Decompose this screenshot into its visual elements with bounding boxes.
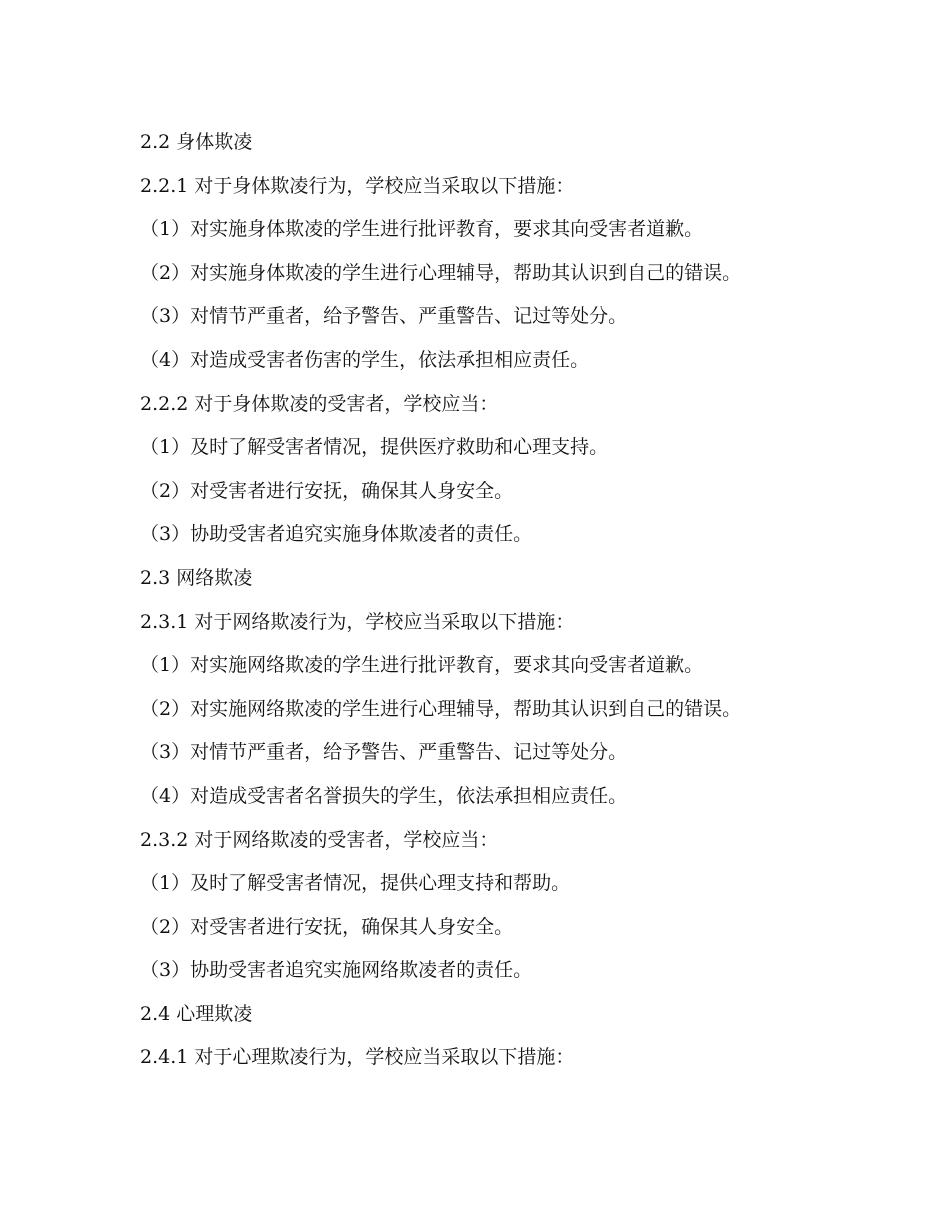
list-item: （3）协助受害者追究实施身体欺凌者的责任。 xyxy=(140,523,533,546)
subsection-heading-2-2-1: 2.2.1 对于身体欺凌行为，学校应当采取以下措施： xyxy=(140,174,575,197)
subsection-heading-2-4-1: 2.4.1 对于心理欺凌行为，学校应当采取以下措施： xyxy=(140,1046,575,1069)
section-heading-2-2: 2.2 身体欺凌 xyxy=(140,131,253,153)
list-item: （3）对情节严重者，给予警告、严重警告、记过等处分。 xyxy=(140,741,628,764)
subsection-heading-2-2-2: 2.2.2 对于身体欺凌的受害者，学校应当： xyxy=(140,392,499,415)
section-heading-2-3: 2.3 网络欺凌 xyxy=(140,566,253,589)
list-item: （2）对实施身体欺凌的学生进行心理辅导，帮助其认识到自己的错误。 xyxy=(140,261,742,284)
document-body xyxy=(140,131,800,1090)
list-item: （3）协助受害者追究实施网络欺凌者的责任。 xyxy=(140,959,533,982)
subsection-heading-2-3-2: 2.3.2 对于网络欺凌的受害者，学校应当： xyxy=(140,828,499,851)
section-heading-2-4: 2.4 心理欺凌 xyxy=(140,1002,253,1025)
list-item: （1）对实施身体欺凌的学生进行批评教育，要求其向受害者道歉。 xyxy=(140,218,704,241)
subsection-heading-2-3-1: 2.3.1 对于网络欺凌行为，学校应当采取以下措施： xyxy=(140,610,575,633)
list-item: （2）对实施网络欺凌的学生进行心理辅导，帮助其认识到自己的错误。 xyxy=(140,697,742,720)
list-item: （2）对受害者进行安抚，确保其人身安全。 xyxy=(140,915,514,938)
list-item: （1）及时了解受害者情况，提供医疗救助和心理支持。 xyxy=(140,436,609,459)
list-item: （2）对受害者进行安抚，确保其人身安全。 xyxy=(140,479,514,502)
list-item: （1）及时了解受害者情况，提供心理支持和帮助。 xyxy=(140,872,571,895)
list-item: （4）对造成受害者名誉损失的学生，依法承担相应责任。 xyxy=(140,784,628,807)
list-item: （4）对造成受害者伤害的学生，依法承担相应责任。 xyxy=(140,348,590,371)
list-item: （3）对情节严重者，给予警告、严重警告、记过等处分。 xyxy=(140,305,628,328)
list-item: （1）对实施网络欺凌的学生进行批评教育，要求其向受害者道歉。 xyxy=(140,654,704,677)
